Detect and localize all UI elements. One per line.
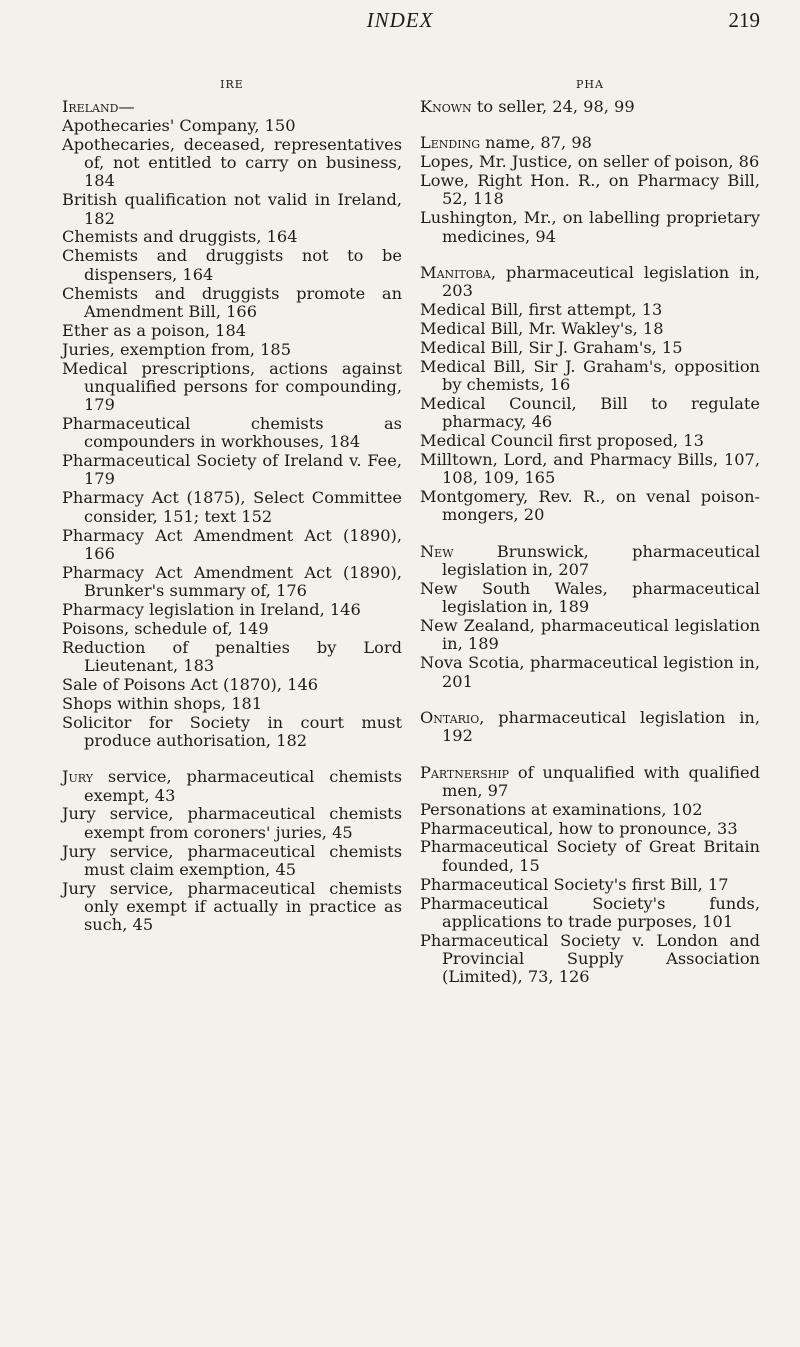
left-column: IRE Ireland— Apothecaries' Company, 150 Apothecaries, deceased, representatives of, not entitled to carry on business, 184 British qualification not valid in Ireland, 182 Chemists and druggists, 164 Chemists and druggists not to be dispensers, 164 Chemists and druggists promote an Amendment Bill, 166 Ether as a poison, 184 Juries, exemption from, 185 Medical prescriptions, actions against unqualified persons for compounding, 179 Pharmaceutical chemists as compounders in workhouses, 184 Pharmaceutical Society of Ireland v. Fee, 179 Pharmacy Act (1875), Select Committee consider, 151; text 152 Pharmacy Act Amendment Act (1890), 166 Pharmacy Act Amendment Act (1890), Brunker's summary of, 176 Pharmacy legislation in Ireland, 146 Poisons, schedule of, 149 Reduction of penalties by Lord Lieutenant, 183 Sale of Poisons Act (1870), 146 Shops within shops, 181 Solicitor for Society in court must produce authorisation, 182 Jury service, pharmaceutical chemists exempt, 43 Jury service, pharmaceutical chemists exempt from coroners' juries, 45 Jury service, pharmaceutical chemists must claim exemption, 45 Jury service, pharmaceutical chemists only exempt if actually in practice as such, 45: [62, 78, 402, 935]
index-entry: Apothecaries' Company, 150: [62, 115, 296, 135]
right-column: PHA Known to seller, 24, 98, 99 Lending name, 87, 98 Lopes, Mr. Justice, on seller of poison, 86 Lowe, Right Hon. R., on Pharmacy Bill, 52, 118 Lushington, Mr., on labelling proprietary medicines, 94 Manitoba, pharmaceutical legislation in, 203 Medical Bill, first attempt, 13 Medical Bill, Mr. Wakley's, 18 Medical Bill, Sir J. Graham's, 15 Medical Bill, Sir J. Graham's, opposition by chemists, 16 Medical Council, Bill to regulate pharmacy, 46 Medical Council first proposed, 13 Milltown, Lord, and Pharmacy Bills, 107, 108, 109, 165 Montgomery, Rev. R., on venal poison-mongers, 20 New Brunswick, pharmaceutical legislation in, 207 New South Wales, pharmaceutical legislation in, 189 New Zealand, pharmaceutical legislation in, 189 Nova Scotia, pharmaceutical legistion in, 201 Ontario, pharmaceutical legislation in, 192 Partnership of unqualified with qualified men, 97 Personations at examinations, 102 Pharmaceutical, how to pronounce, 33 Pharmaceutical Society of Great Britain founded, 15 Pharmaceutical Society's first Bill, 17 Pharmaceutical Society's funds, applications to trade purposes, 101 Pharmaceutical Society v. London and Provincial Supply Association (Limited), 73, 126: [420, 78, 760, 987]
index-entry-partnership: Partnership of unqualified with qualified men, 97: [420, 762, 760, 800]
index-entry: Pharmacy legislation in Ireland, 146: [62, 599, 361, 619]
index-entry-jury: Jury service, pharmaceutical chemists exempt, 43: [62, 767, 402, 805]
index-entry: Pharmaceutical chemists as compounders in workhouses, 184: [62, 413, 402, 452]
index-entry: Jury service, pharmaceutical chemists exempt from coroners' juries, 45: [62, 804, 402, 842]
index-entry: Medical Bill, Sir J. Graham's, 15: [420, 337, 683, 357]
section-heading-ireland: Ireland—: [62, 97, 135, 116]
index-entry: Jury service, pharmaceutical chemists must claim exemption, 45: [62, 841, 402, 879]
index-entry: Pharmacy Act Amendment Act (1890), Brunker's summary of, 176: [62, 562, 402, 601]
index-entry: New South Wales, pharmaceutical legislation in, 189: [420, 578, 760, 617]
index-entry: Chemists and druggists promote an Amendment Bill, 166: [62, 283, 402, 321]
index-entry-manitoba: Manitoba, pharmaceutical legislation in, 203: [420, 262, 760, 301]
index-entry: Shops within shops, 181: [62, 693, 263, 713]
index-entry: Medical Council first proposed, 13: [420, 431, 704, 451]
index-entry: Pharmaceutical Society of Ireland v. Fee, 179: [62, 451, 402, 489]
index-entry: Milltown, Lord, and Pharmacy Bills, 107, 108, 109, 165: [420, 449, 760, 488]
ireland-entries: [62, 117, 402, 750]
index-entry: Medical Council, Bill to regulate pharmacy, 46: [420, 393, 760, 432]
index-entry: Medical Bill, Sir J. Graham's, opposition by chemists, 16: [420, 356, 760, 395]
index-entry: Lowe, Right Hon. R., on Pharmacy Bill, 52, 118: [420, 171, 760, 209]
index-entry: Pharmacy Act (1875), Select Committee consider, 151; text 152: [62, 488, 402, 526]
index-entry: Medical Bill, first attempt, 13: [420, 300, 663, 320]
index-entry: Medical Bill, Mr. Wakley's, 18: [420, 318, 664, 338]
index-entry: Pharmaceutical Society of Great Britain founded, 15: [420, 837, 760, 875]
index-entry: Chemists and druggists, 164: [62, 227, 298, 247]
index-entry: Pharmaceutical, how to pronounce, 33: [420, 818, 738, 838]
index-entry: Poisons, schedule of, 149: [62, 618, 269, 638]
index-entry: Pharmaceutical Society's funds, applications to trade purposes, 101: [420, 893, 760, 931]
index-entry: Apothecaries, deceased, representatives of, not entitled to carry on business, 184: [62, 134, 402, 191]
index-entry: British qualification not valid in Ireland, 182: [62, 190, 402, 228]
index-entry: Chemists and druggists not to be dispensers, 164: [62, 246, 402, 284]
index-entry: Montgomery, Rev. R., on venal poison-mongers, 20: [420, 487, 760, 525]
index-entry: Jury service, pharmaceutical chemists only exempt if actually in practice as such, 45: [62, 878, 402, 935]
index-entry: New Zealand, pharmaceutical legislation in, 189: [420, 616, 760, 654]
index-entry-new-brunswick: New Brunswick, pharmaceutical legislation in, 207: [420, 541, 760, 580]
index-entry: Sale of Poisons Act (1870), 146: [62, 674, 319, 694]
index-entry-ontario: Ontario, pharmaceutical legislation in, 192: [420, 707, 760, 746]
index-entry: Lushington, Mr., on labelling proprietary medicines, 94: [420, 208, 760, 246]
index-entry-lending: Lending name, 87, 98: [420, 133, 592, 153]
index-entry: Lopes, Mr. Justice, on seller of poison, 86: [420, 152, 760, 172]
page-number: 219: [728, 8, 760, 32]
index-entry: Medical prescriptions, actions against unqualified persons for compounding, 179: [62, 358, 402, 415]
index-entry: Personations at examinations, 102: [420, 799, 703, 819]
index-entry: Pharmacy Act Amendment Act (1890), 166: [62, 525, 402, 563]
index-entry: Pharmaceutical Society's first Bill, 17: [420, 874, 729, 894]
index-entry: Solicitor for Society in court must produce authorisation, 182: [62, 712, 402, 750]
index-entry: Nova Scotia, pharmaceutical legistion in, 201: [420, 653, 760, 691]
index-entry: Ether as a poison, 184: [62, 320, 247, 340]
index-entry: Reduction of penalties by Lord Lieutenant, 183: [62, 637, 402, 675]
index-entry: Juries, exemption from, 185: [62, 339, 292, 359]
index-entry: Pharmaceutical Society v. London and Provincial Supply Association (Limited), 73, 126: [420, 930, 760, 987]
running-title: INDEX: [366, 8, 434, 32]
index-entry-known: Known to seller, 24, 98, 99: [420, 97, 635, 116]
